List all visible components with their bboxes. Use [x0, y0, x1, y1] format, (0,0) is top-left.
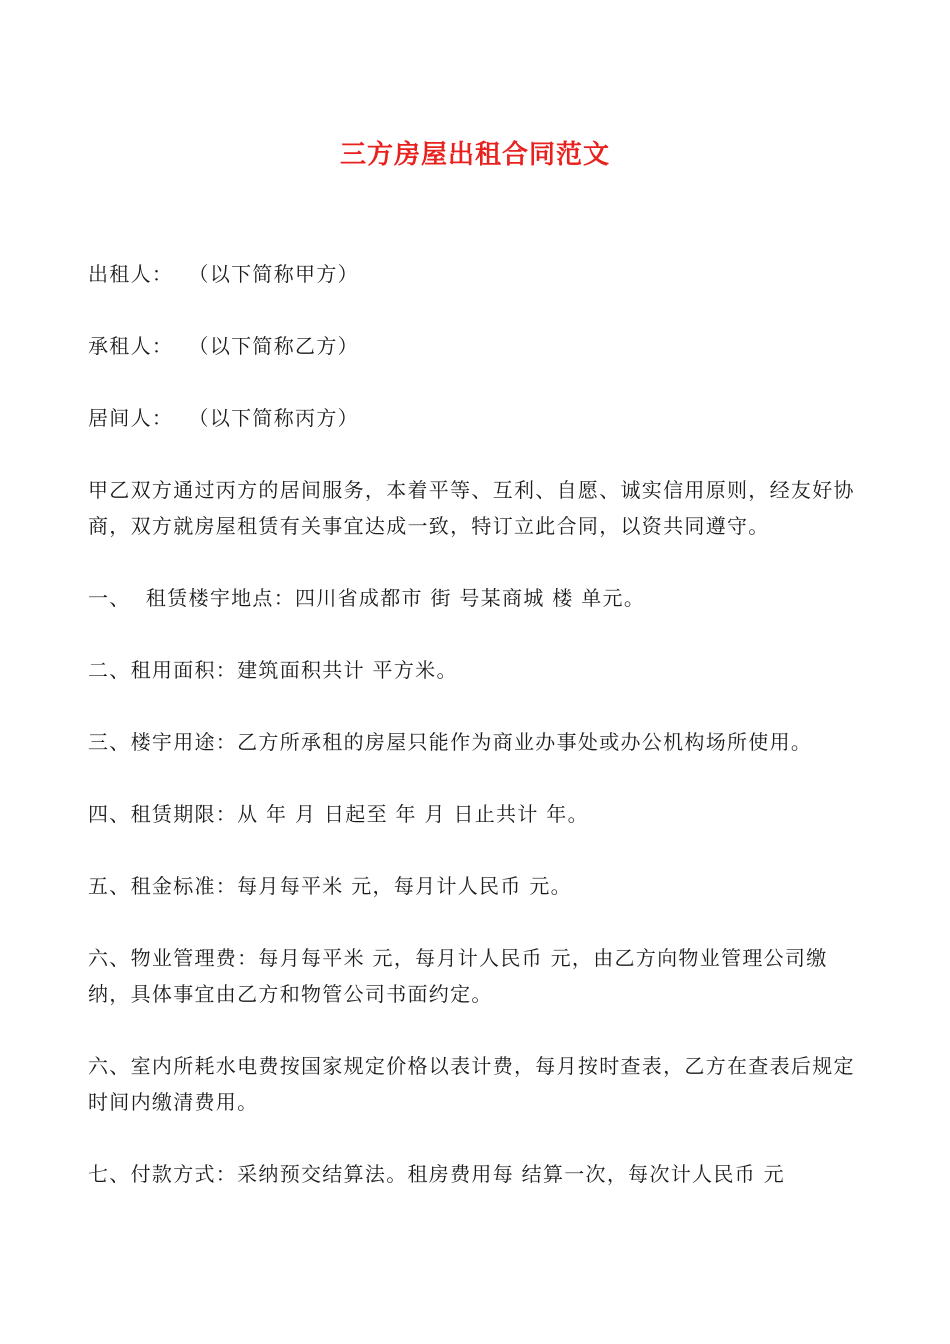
paragraph-lessor: 出租人： （以下简称甲方） [88, 262, 359, 286]
paragraph-intermediary: 居间人： （以下简称丙方） [88, 406, 359, 430]
paragraph-preamble: 甲乙双方通过丙方的居间服务，本着平等、互利、自愿、诚实信用原则，经友好协商，双方就房屋租赁有关事宜达成一致，特订立此合同，以资共同遵守。 [88, 478, 855, 538]
clause-management-fee: 六、物业管理费：每月每平米 元，每月计人民币 元，由乙方向物业管理公司缴纳，具体事宜由乙方和物管公司书面约定。 [88, 946, 828, 1006]
paragraph-lessee: 承租人： （以下简称乙方） [88, 334, 359, 358]
clause-rent: 五、租金标准：每月每平米 元，每月计人民币 元。 [88, 874, 572, 898]
document-title: 三方房屋出租合同范文 [339, 140, 610, 170]
clause-payment: 七、付款方式：采纳预交结算法。租房费用每 结算一次，每次计人民币 元 [88, 1162, 785, 1186]
clause-utilities: 六、室内所耗水电费按国家规定价格以表计费，每月按时查表，乙方在查表后规定时间内缴清费用。 [88, 1054, 855, 1114]
clause-usage: 三、楼宇用途：乙方所承租的房屋只能作为商业办事处或办公机构场所使用。 [88, 730, 813, 754]
clause-location: 一、 租赁楼宇地点：四川省成都市 街 号某商城 楼 单元。 [88, 586, 646, 610]
clause-term: 四、租赁期限：从 年 月 日起至 年 月 日止共计 年。 [88, 802, 589, 826]
document-body [88, 256, 866, 1228]
clause-area: 二、租用面积：建筑面积共计 平方米。 [88, 658, 458, 682]
